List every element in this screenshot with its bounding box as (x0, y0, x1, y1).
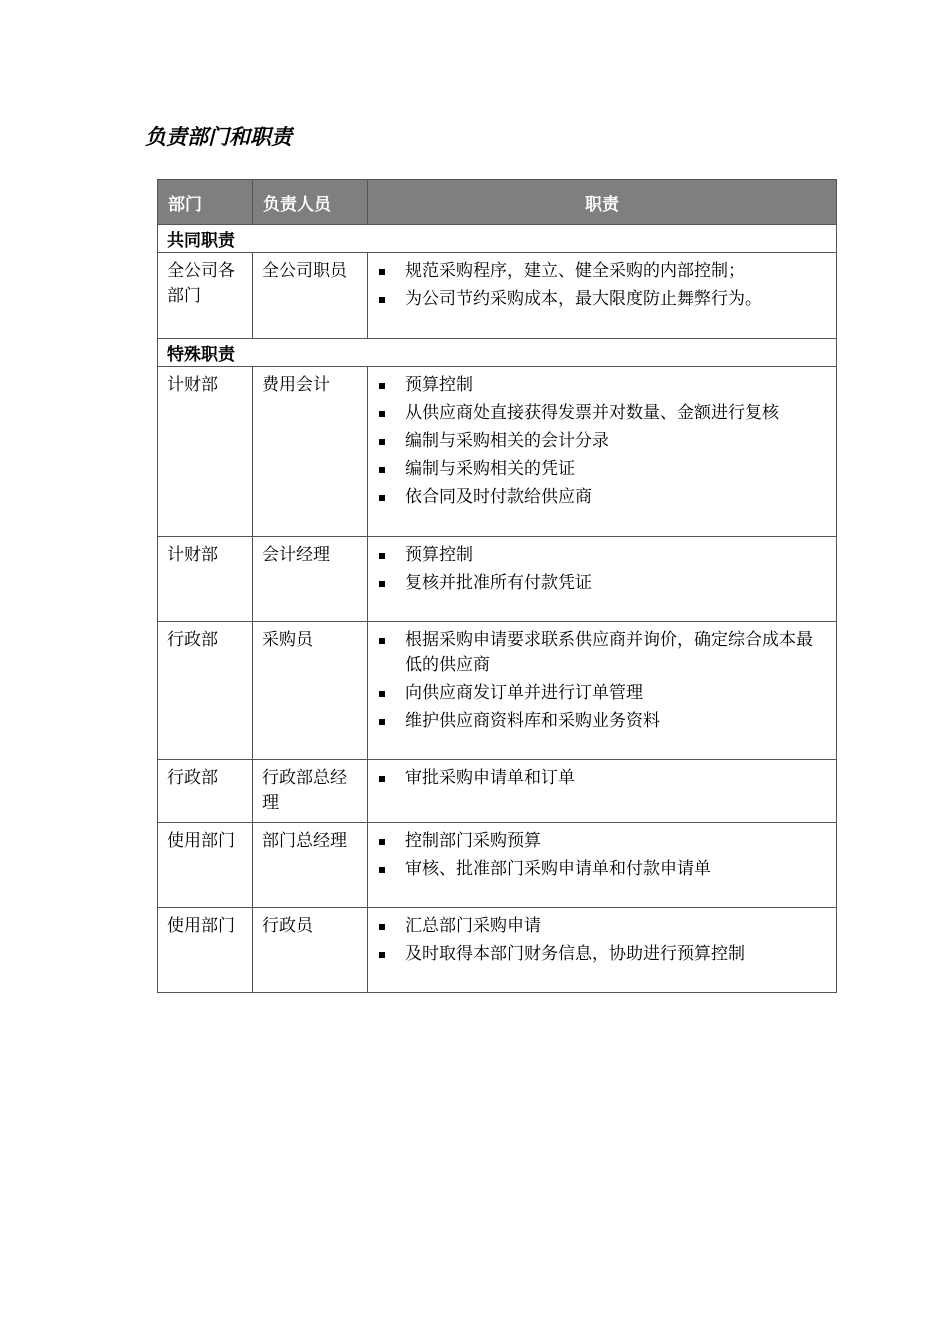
duty-list (376, 914, 828, 967)
dept-cell: 计财部 (158, 537, 253, 622)
duties-cell (368, 760, 837, 823)
duty-item: 预算控制 (376, 373, 828, 398)
dept-cell: 行政部 (158, 622, 253, 760)
duties-cell (368, 367, 837, 537)
duty-item: 根据采购申请要求联系供应商并询价，确定综合成本最低的供应商 (376, 628, 828, 678)
duty-item: 控制部门采购预算 (376, 829, 828, 854)
duty-item: 为公司节约采购成本，最大限度防止舞弊行为。 (376, 287, 828, 312)
duty-item: 维护供应商资料库和采购业务资料 (376, 709, 828, 734)
duty-item: 编制与采购相关的会计分录 (376, 429, 828, 454)
duty-item: 审核、批准部门采购申请单和付款申请单 (376, 857, 828, 882)
person-cell: 部门总经理 (253, 823, 368, 908)
section-title: 特殊职责 (158, 339, 837, 367)
table-row (158, 908, 837, 993)
responsibility-table (157, 179, 837, 993)
duty-item: 编制与采购相关的凭证 (376, 457, 828, 482)
duty-list (376, 543, 828, 596)
header-duty: 职责 (368, 180, 837, 225)
header-dept: 部门 (158, 180, 253, 225)
duty-item: 及时取得本部门财务信息，协助进行预算控制 (376, 942, 828, 967)
duty-item: 审批采购申请单和订单 (376, 766, 828, 791)
person-cell: 行政员 (253, 908, 368, 993)
table-row (158, 253, 837, 339)
duty-list (376, 766, 828, 791)
duties-cell (368, 537, 837, 622)
section-title: 共同职责 (158, 225, 837, 253)
table-row (158, 823, 837, 908)
person-cell: 全公司职员 (253, 253, 368, 339)
duty-item: 预算控制 (376, 543, 828, 568)
duty-item: 依合同及时付款给供应商 (376, 485, 828, 510)
duty-list (376, 373, 828, 510)
table-row (158, 622, 837, 760)
dept-cell: 使用部门 (158, 823, 253, 908)
duty-list (376, 829, 828, 882)
table-row (158, 760, 837, 823)
person-cell: 会计经理 (253, 537, 368, 622)
duty-item: 从供应商处直接获得发票并对数量、金额进行复核 (376, 401, 828, 426)
duty-item: 向供应商发订单并进行订单管理 (376, 681, 828, 706)
duty-item: 汇总部门采购申请 (376, 914, 828, 939)
page-title: 负责部门和职责 (145, 125, 292, 149)
table-header-row (158, 180, 837, 225)
duty-list (376, 259, 828, 312)
table-row (158, 367, 837, 537)
section-row (158, 225, 837, 253)
duties-cell (368, 253, 837, 339)
duties-cell (368, 622, 837, 760)
header-person: 负责人员 (253, 180, 368, 225)
duty-list (376, 628, 828, 734)
section-row (158, 339, 837, 367)
person-cell: 费用会计 (253, 367, 368, 537)
dept-cell: 使用部门 (158, 908, 253, 993)
person-cell: 行政部总经理 (253, 760, 368, 823)
table-row (158, 537, 837, 622)
duties-cell (368, 908, 837, 993)
duties-cell (368, 823, 837, 908)
duty-item: 复核并批准所有付款凭证 (376, 571, 828, 596)
dept-cell: 计财部 (158, 367, 253, 537)
duty-item: 规范采购程序，建立、健全采购的内部控制； (376, 259, 828, 284)
person-cell: 采购员 (253, 622, 368, 760)
dept-cell: 行政部 (158, 760, 253, 823)
dept-cell: 全公司各部门 (158, 253, 253, 339)
